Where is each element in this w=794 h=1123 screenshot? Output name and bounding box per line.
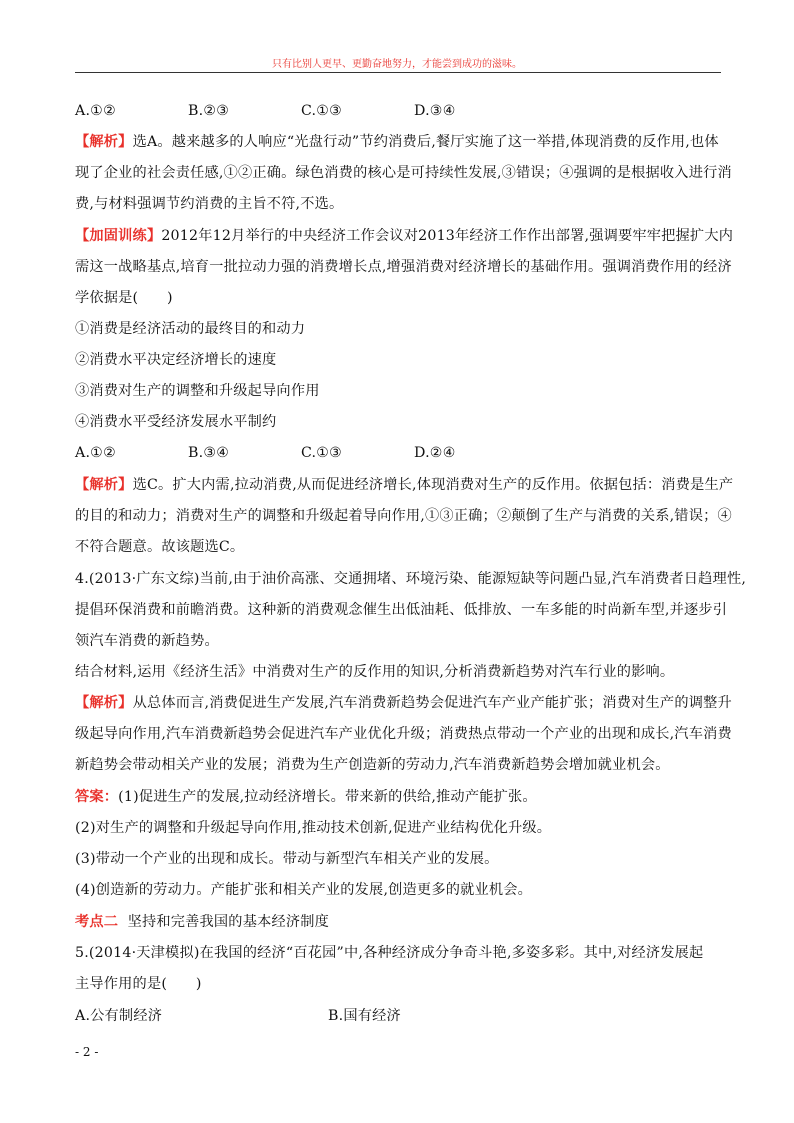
q4-analysis-line: 【解析】从总体而言,消费促进生产发展,汽车消费新趋势会促进汽车产业产能扩张；消费对生产的调整升 <box>75 695 732 711</box>
training-analysis-line: 的目的和动力；消费对生产的调整和升级起着导向作用,①③正确；②颠倒了生产与消费的关系,错误；④ <box>75 508 732 524</box>
answer-tag: 答案： <box>75 789 119 805</box>
q4-analysis-line: 级起导向作用,汽车消费新趋势会促进汽车产业优化升级；消费热点带动一个产业的出现和成长,汽车消费 <box>75 726 732 742</box>
option-b: B.③④ <box>188 445 230 461</box>
q3-analysis-line: 费,与材料强调节约消费的主旨不符,不选。 <box>75 196 344 212</box>
analysis-tag: 【解析】 <box>75 134 133 150</box>
q4-line: 4.(2013·广东文综)当前,由于油价高涨、交通拥堵、环境污染、能源短缺等问题凸显,汽车消费者日趋理性, <box>75 571 747 587</box>
option-d: D.③④ <box>414 103 456 119</box>
section-tag: 考点二 <box>75 914 119 930</box>
option-c: C.①③ <box>301 445 343 461</box>
section-title: 坚持和完善我国的基本经济制度 <box>127 914 330 930</box>
training-analysis-line: 不符合题意。故该题选C。 <box>75 539 245 555</box>
q4-line: 结合材料,运用《经济生活》中消费对生产的反作用的知识,分析消费新趋势对汽车行业的影响。 <box>75 664 675 680</box>
q5-line: 主导作用的是( ) <box>75 976 202 992</box>
training-line: 需这一战略基点,培育一批拉动力强的消费增长点,增强消费对经济增长的基础作用。强调消费作用的经济 <box>75 259 732 275</box>
q3-options <box>75 101 735 121</box>
q5-options <box>75 1006 735 1026</box>
training-options <box>75 443 735 463</box>
section-heading <box>75 912 735 932</box>
training-item: ③消费对生产的调整和升级起导向作用 <box>75 383 320 399</box>
q4-answer-line: (2)对生产的调整和升级起导向作用,推动技术创新,促进产业结构优化升级。 <box>75 820 552 836</box>
training-item: ②消费水平决定经济增长的速度 <box>75 352 277 368</box>
option-a: A.①② <box>75 103 116 119</box>
option-b: B.②③ <box>188 103 230 119</box>
q4-analysis-line: 新趋势会带动相关产业的发展；消费为生产创造新的劳动力,汽车消费新趋势会增加就业机会。 <box>75 757 670 773</box>
training-line: 学依据是( ) <box>75 290 173 306</box>
option-a: A.①② <box>75 445 116 461</box>
q4-answer-line: 答案：(1)促进生产的发展,拉动经济增长。带来新的供给,推动产能扩张。 <box>75 789 537 805</box>
q3-analysis-line: 现了企业的社会责任感,①②正确。绿色消费的核心是可持续性发展,③错误；④强调的是根据收入进行消 <box>75 165 732 181</box>
option-d: D.②④ <box>414 445 456 461</box>
header-rule <box>75 72 721 73</box>
training-line: 【加固训练】2012年12月举行的中央经济工作会议对2013年经济工作作出部署,强调要牢牢把握扩大内 <box>75 228 734 244</box>
training-item: ①消费是经济活动的最终目的和动力 <box>75 321 306 337</box>
option-c: C.①③ <box>301 103 343 119</box>
q4-answer-line: (4)创造新的劳动力。产能扩张和相关产业的发展,创造更多的就业机会。 <box>75 882 533 898</box>
training-analysis-line: 【解析】选C。扩大内需,拉动消费,从而促进经济增长,体现消费对生产的反作用。依据包括：消费是生产 <box>75 477 734 493</box>
q4-line: 领汽车消费的新趋势。 <box>75 633 219 649</box>
training-item: ④消费水平受经济发展水平制约 <box>75 414 277 430</box>
page-number: - 2 - <box>75 1045 99 1059</box>
q3-analysis-line: 【解析】选A。越来越多的人响应“光盘行动”节约消费后,餐厅实施了这一举措,体现消费的反作用,也体 <box>75 134 719 150</box>
option-b: B.国有经济 <box>328 1008 401 1024</box>
analysis-tag: 【解析】 <box>75 477 133 493</box>
analysis-tag: 【解析】 <box>75 695 133 711</box>
q4-answer-line: (3)带动一个产业的出现和成长。带动与新型汽车相关产业的发展。 <box>75 851 499 867</box>
page-header-motto: 只有比别人更早、更勤奋地努力，才能尝到成功的滋味。 <box>272 59 522 70</box>
option-a: A.公有制经济 <box>75 1008 163 1024</box>
q5-line: 5.(2014·天津模拟)在我国的经济“百花园”中,各种经济成分争奇斗艳,多姿多彩。其中,对经济发展起 <box>75 945 704 961</box>
q4-line: 提倡环保消费和前瞻消费。这种新的消费观念催生出低油耗、低排放、一车多能的时尚新车型,并逐步引 <box>75 602 728 618</box>
training-tag: 【加固训练】 <box>75 228 162 244</box>
